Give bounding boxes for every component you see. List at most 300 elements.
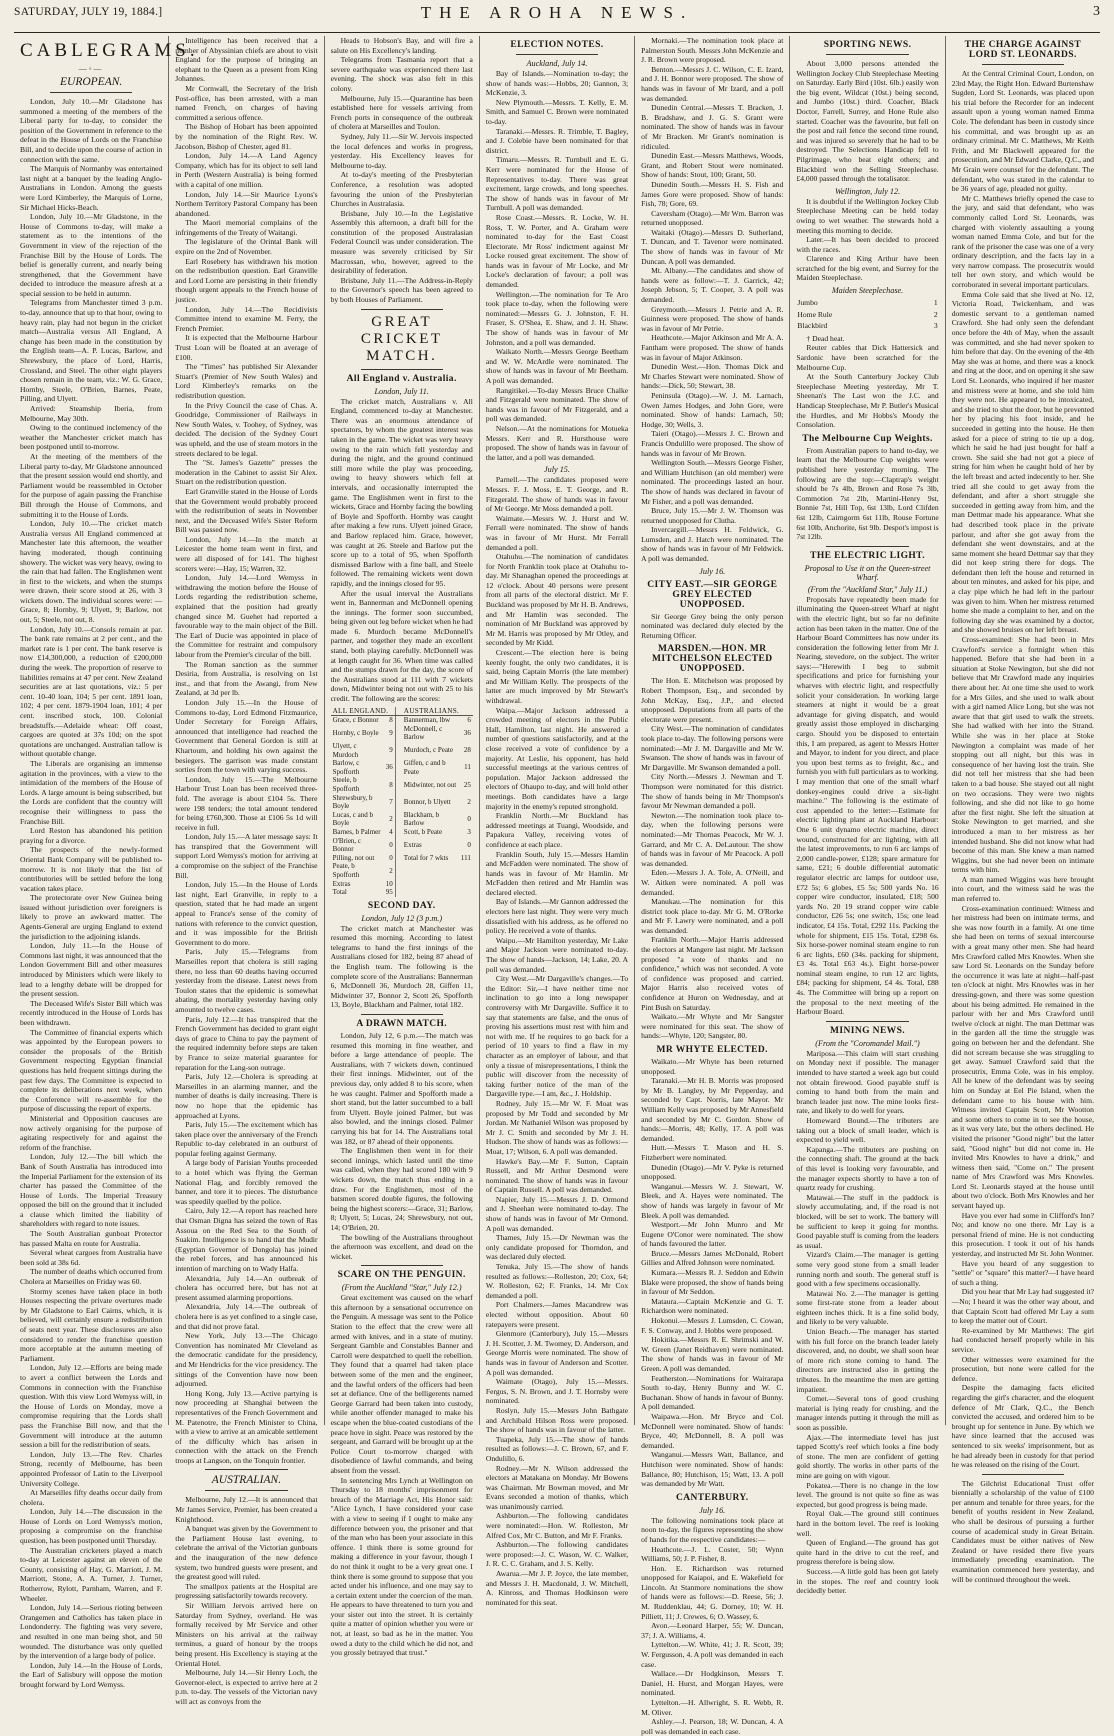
- scorecard-runs: 2: [389, 866, 393, 875]
- column-7: [946, 36, 1100, 1584]
- paragraph: Paris, July 12.—It has transpired that the French Government has decided to grant eight days of grace to China to pay the payment of the required indemnity before steps are taken by France to seize material guarantee for reparation for the Lang-son outrage.: [175, 1014, 318, 1072]
- scorecard-runs: 8: [389, 780, 393, 789]
- paragraph: City North.—Messrs J. Newman and T. Thompson were nominated for this district. The show of hands being in Mr Thompson's favour Mr Newman demanded a poll.: [641, 772, 784, 811]
- canterbury-heading: CANTERBURY.: [675, 1492, 749, 1503]
- paragraph: Telegrams from Tasmania report that a severe earthquake was experienced there last evening. The shock was also felt in this colony.: [330, 55, 473, 93]
- paragraph: Hutt.—Messrs T. Mason and H. S. Fitzherbert were nominated.: [641, 1143, 784, 1162]
- source-line: (From the "Coromandel Mail."): [815, 1038, 920, 1048]
- paragraph: Ministerial and Opposition caucuses are now actively organising for the purpose of agitating respectively for and against the reform of the franchise.: [20, 1113, 163, 1152]
- paragraph: Melbourne, July 12.—It is announced that Mr James Service, Premier, has been created a Knighthood.: [175, 1495, 318, 1524]
- paragraph: Brisbane, July 10.—In the Legislative Assembly this afternoon, a draft bill for the constitution of the proposed Australasian Federal Council was under consideration. The measure was severely criticised by Sir Macrossan, who, however, agreed to the desirability of federation.: [330, 208, 473, 276]
- paragraph: Melbourne, July 15.—Quarantine has been established here for vessels arriving from French ports in consequence of the outbreak of cholera at Marseilles and Toulon.: [330, 93, 473, 132]
- paragraph: Franklin South, July 15.—Messrs Hamlin and McFadden were nominated. The show of hands was in favour of Mr Hamlin. Mr McFadden then retired and Mr Hamlin was declared elected.: [485, 849, 629, 897]
- paragraph: Later.—It has been decided to proceed with the races.: [796, 235, 939, 254]
- dateline: July 15.: [544, 465, 570, 475]
- paragraph: Proposals have repeatedly been made for illuminating the Queen-street Wharf at night with the electric light, but so far no definite action has been taken in the matter. One of the Harbour Board Committees has now under its consideration the following letter from Mr J. Nearing, stevedore, on the subject. The writer says:—"Herewith I beg to submit specifications and price for furnishing your wharves with electric light, and respectfully solicit your consideration. In working large steamers at night it would be a great advantage for giving dispatch, and would greatly assist those employed in discharging cargo. Should you be disposed to entertain this, I am prepared, as agent to Messrs Hotter and Mayor, to indent for you direct, and place you upon best terms as to freight, &c., and furnish you with full particulars as to working. I may mention that one of the small wharf donkey-engines could drive a six-light machine." The following is the estimate of cost appended to the letter:—Estimate for electric lighting plant at Auckland Harbour: One 6 unit dynamo electric machine, direct wound, constructed for arc lighting, with all the latest improvements, to run 6 arc lamps of 2,000 candle-power, £128; spare armature for same, £21; 6 double differential automatic regulator electric arc lamps for outdoor use, £72 5s; 6 globes, £5 5s; 500 yards No. 16 copper wire conductor, insulated, £18; 500 yards No. 20 19 strand copper wire cable conductor, £26 5s; one switch, 15s; one lead indicator, £4 15s. Total, £292 11s. Packing the whole for shipment, £15 15s. Total, £298 6s. Six horse-power nominal steam engine to run 6 arc lights, £60 (34s. packing for shipment, £3 4s. Total £63 4s.). Eight horse-power nominal steam engine, to run 12 arc lights, £84; packing for shipment, £4 4s. Total, £88 4s. The Committee will bring up a report on the proposal to the next meeting of the Harbour Board.: [796, 594, 939, 1017]
- race-result-table: [796, 297, 938, 332]
- paragraph: Rangitikei.—To-day Messrs Bruce Chalke and Fitzgerald were nominated. The show of hands was in favour of Mr Fitzgerald, and a poll was demanded.: [485, 385, 629, 424]
- paragraph: The smallpox patients at the Hospital are progressing satisfactorily towards recovery.: [175, 1581, 318, 1601]
- paragraph: Mr C. Matthews briefly opened the case to the jury, and said that defendant, who was commonly called Lord St. Leonards, was charged with violently assaulting a young woman named Emma Cole, and but for the rank of the prisoner the case was one of a very ordinary description, and the facts lay in a very narrow compass. The prosecutrix would tell her own story, and which would be corroborated in several important particulars.: [951, 193, 1094, 290]
- dateline: July 16.: [699, 566, 726, 576]
- scorecard-batsman: Murdoch, c Peate: [403, 746, 453, 755]
- column-2: [169, 36, 324, 1706]
- paragraph: New York, July 13.—The Chicago Convention has nominated Mr Cleveland as the democratic candidate for the presidency, and Mr Hendricks for the vice presidency. The sittings of the Convention have now been adjourned.: [175, 1331, 318, 1389]
- divider: [826, 546, 908, 547]
- paragraph: Royal Oak.—The ground still continues hard in the bottom level. The reef is looking well.: [796, 1509, 939, 1538]
- divider: [826, 1021, 908, 1022]
- paragraph: London, July 10.—Mr Gladstone, in the House of Commons to-day, will make a statement as to the intentions of the Government in view of the rejection of the Franchise Bill by the House of Lords. The belief is generally current, and nearly being strengthened, that the Government have decided to introduce the measure afresh at a special session to be held in autumn.: [20, 212, 163, 298]
- paragraph: Have you heard of any suggestion to "settle" or "square" this matter?—I have heard of such a thing.: [951, 1258, 1094, 1287]
- scorecard-batsman: Peate, b Spofforth: [332, 862, 360, 879]
- sporting-news-heading: SPORTING NEWS.: [823, 40, 912, 50]
- paragraph: Nelson.—At the nominations for Motueka Messrs. Kerr and R. Hursthouse were proposed. The show of hands was in favour of the latter, and a poll was demanded.: [485, 423, 629, 462]
- paragraph: From Australian papers to hand to-day, we learn that the Melbourne Cup weights were published here yesterday morning. The following are the top:—Claptrap's weight should be 7s 4lb, Brown and Rose 7s 3lb, Commotion 7st 2lb, Martini-Henry 9st, Bonnie 7st, Hill Top, 6st 13lb, Lord Clifden 6st 12lb, Cairngorm 6st 11lb, Rouse Fortune 6st 10lb, Anchorite, 6st 9lb. Despot's impost is 7st 12lb.: [796, 445, 939, 542]
- paragraph: Paris, July 15.—The excitement which has taken place over the anniversary of the French Republic to-day celebrated in an outburst of popular feeling against Germany.: [175, 1120, 318, 1158]
- paragraph: Taieri (Otago).—Messrs J. C. Brown and Francis Ondulillo were proposed. The show of hands was in favour of Mr Brown.: [641, 429, 784, 458]
- paragraph: The Maori memorial complains of the infringements of the Treaty of Waitangi.: [175, 218, 318, 237]
- second-day-heading: SECOND DAY.: [367, 900, 436, 911]
- paragraph: Waipu.—Mr Hamilton yesterday, Mr Lake and Major Jackson were nominated to-day. The show of hands—Jackson, 14; Lake, 20. A poll was demanded.: [485, 935, 629, 974]
- scorecard-batsman: O'Brien, c Bonnor: [332, 836, 362, 854]
- paragraph: The "Times" has published Sir Alexander Stuart's (Premier of New South Wales) and Lord Kimberley's remarks on the redistribution question.: [175, 362, 318, 400]
- paragraph: Union Beach.—The manager has started with his full force on the branch leader lately discovered, and, no doubt, we shall soon hear of more rich stone coming to hand. The directors are instructed also in getting the tributes. In the meantime the men are getting impatient.: [796, 1327, 939, 1394]
- paragraph: Parnell.—The candidates proposed were Messrs. F. J. Moss, E. T. George, and R. Fitzgerald. The show of hands was in favour of Mr George. Mr Moss demanded a poll.: [485, 475, 629, 514]
- paragraph: London, July 14.—Lord Wemyss in withdrawing the motion before the House of Lords regarding the redistribution scheme, explained that the position had greatly changed since M. Guehet had reported a favourable way to the main object of the Bill. The Earl of Ducie was appointed in place of the Committee for restraint and compulsory labour from the Premier's circular of the bill.: [175, 573, 318, 659]
- scorecard-batsman: Bannerman, lbw: [403, 716, 451, 725]
- paragraph: Sir George Grey being the only person nominated was declared duly elected by the Returning Officer.: [641, 611, 784, 640]
- paragraph: New Plymouth.—Messrs. T. Kelly, E. M. Smith, and Samuel C. Brown were nominated to-day.: [485, 97, 629, 126]
- paragraph: At to-day's meeting of the Presbyterian Conference, a resolution was adopted favouring the union of the Presbyterian Churches in Australasia.: [330, 170, 473, 209]
- paragraph: Lord Reston has abandoned his petition praying for a divorce.: [20, 826, 163, 845]
- paragraph: Waitaki (Otago).—Messrs D. Sutherland, T. Duncan, and T. Tavenor were nominated. The show of hands was in favour of Mr Duncan. A poll was demanded.: [641, 227, 784, 266]
- paragraph: Bay of Islands.—Mr Gannon addressed the electors here last night. They were very much dissatisfied with his address, as he offered no policy. He received a vote of thanks.: [485, 897, 629, 936]
- paragraph: Wanganui.—Messrs Watt, Ballance, and Hutchison were nominated. Show of hands: Ballance, 80; Hutchison, 15; Watt, 13. A poll was demanded by Mr Watt.: [641, 1450, 784, 1489]
- paragraph: Other witnesses were examined for the prosecution, but none were called for the defence.: [951, 1354, 1094, 1383]
- paragraph: The prospects of the newly-formed Oriental Bank Company will be published to-morrow. It is not likely that the list of contributories will be settled before the long vacation takes place.: [20, 845, 163, 893]
- mining-news-heading: MINING NEWS.: [830, 1025, 906, 1036]
- marsden-heading: MARSDEN.—HON. MR MITCHELSON ELECTED UNOPPOSED.: [652, 644, 773, 675]
- paragraph: London, July 10.—The cricket match Australia versus All England commenced at Manchester late this afternoon, the weather having moderated, though continuing showery. The wicket was very heavy, owing to the rain that had fallen. The Englishmen went in first to the wickets, and when the stumps were drawn, their score stood at 26, with 3 wickets down. The individual scores were: —Grace, 8; Hornby, 9; Ulyett, 9; Barlow, not out, 5; Steele, not out, 8.: [20, 519, 163, 625]
- paragraph: London, July 10.—Mr Gladstone has summoned a meeting of the members of the Liberal party for to-day, to consider the position of the Government in reference to the defeat in the House of Lords on the Franchise Bill, and to decide upon the course of action in connection with the same.: [20, 97, 163, 164]
- paragraph: Avon.—Leonard Harper, 55; W. Duncan, 37; J. A. Williams, 4.: [641, 1621, 784, 1640]
- paragraph: After the usual interval the Australians went in, Bannerman and McDonnell opening the innings. The former soon succumbed, being given out leg before wicket when he had made 6. Murdoch became McDonnell's partner, and together they made an excellent stand, both playing carefully. McDonnell was at length caught for 36. When time was called and the stumps drawn for the day, the score of the Australians stood at 111 with 7 wickets down, Midwinter being not out with 25 to his credit. The following are the scores:: [330, 588, 473, 704]
- paragraph: London, July 14.—Sir Maurice Lyons's Northern Territory Pastoral Company has been abandoned.: [175, 189, 318, 218]
- paragraph: Despite the damaging facts elicited regarding the girl's character, and the eloquent defence of Mr Clark, Q.C., the Bench convicted the accused, and ordered him to be brought up for sentence in June. By which we have since learned that the accused was sentenced to six weeks' imprisonment, but as he had already been in custody for that period he was released on the rising of the Court.: [951, 1383, 1094, 1470]
- paragraph: Greymouth.—Messrs J. Petrie and A. R. Guinness were proposed. The show of hands was in favour of Mr Petrie.: [641, 304, 784, 333]
- paragraph: The South Australian gunboat Protector has passed Malta en route for Australia.: [20, 1229, 163, 1248]
- scorecard-row: [331, 716, 473, 725]
- paragraph: Ashburton.—The following candidates were nominated:—Hon. W. Rolleston, Mr Alfred Cox, Mr C. Button, and Mr F. Franks.: [485, 1511, 629, 1540]
- paragraph: Hokitika.—Messrs R. E. Shrimski and W. W. Green (Janet Reidhaven) were nominated. The show of hands was in favour of Mr Green. A poll was demanded.: [641, 1335, 784, 1373]
- scorecard-table: [331, 707, 473, 897]
- dead-heat-note: † Dead heat.: [806, 333, 845, 343]
- dateline: Auckland, July 14.: [526, 59, 588, 68]
- dateline: London, July 11.: [374, 386, 429, 396]
- paragraph: Pokatea.—There is no change in the low level. The ground is not quite so fine as was expected, but good progress is being made.: [796, 1480, 939, 1509]
- scorecard-runs: 8: [389, 716, 393, 725]
- scorecard-row: [331, 811, 473, 828]
- scorecard-runs: [459, 862, 473, 879]
- paragraph: Mr Cornwall, the Secretary of the Irish Post-office, has been arrested, with a man named French, on charges of having committed a serious offence.: [175, 83, 318, 122]
- scorecard-batsman: McDonnell, c Barlow: [403, 724, 443, 742]
- paragraph: Wellington.—The nomination for Te Aro took place to-day, when the following were nominated:—Messrs G. J. Johnston, F. H. Fraser, S. O'Shea, E. Shaw, and J. H. Shaw. The show of hands was in favour of Mr Johnston, and a poll was demanded.: [485, 289, 629, 347]
- paragraph: Did you hear that Mr Lay had suggested it?—No; I heard it was the other way about, and that Captain Scott had offered Mr Lay a sum to keep the matter out of Court.: [951, 1287, 1094, 1326]
- divider: [826, 54, 908, 55]
- paragraph: Waipawa.—Hon. Mr Bryce and Col. McDonnell were nominated. Show of hands: Bryce, 40; McDonnell, 8. A poll was demanded.: [641, 1411, 784, 1450]
- scorecard-runs: 11: [464, 763, 471, 772]
- paragraph: The protectorate over New Guinea being issued without jurisdiction over foreigners is likely to prove an awkward matter. The Agents-General are urging England to extend the jurisdiction to the adjoining islands.: [20, 893, 163, 941]
- paragraph: Caversham (Otago).—Mr Wm. Barron was returned unopposed.: [641, 208, 784, 228]
- paragraph: Intelligence has been received that a number of Abyssinian chiefs are about to visit England for the purpose of bringing an elephant to the Queen as a present from King Johannes.: [175, 36, 318, 84]
- scorecard-batsman: [402, 888, 459, 897]
- paragraph: Ashburton.—The following candidates were proposed:—J. C. Wason, W. C. Walker, J. R. C. C. Graham, and J. S. Kelly.: [485, 1540, 629, 1569]
- paragraph: Reuter cables that Dick Hattersick and Sardonic have been scratched for the Melbourne Cup.: [796, 343, 939, 372]
- paragraph: Hong Kong, July 13.—Active partying is now proceeding at Shanghai between the representatives of the French Government and M. Patenotre, the French Minister to China, with a view to arrive at an amicable settlement of the difficulty which has arisen in connection with the attack on the French troops at Langson, on the Tonquin frontier.: [175, 1388, 318, 1465]
- paragraph: Wallace.—Dr Hodgkinson, Messrs T. Daniel, H. Hurst, and Morgan Hayes, were nominated.: [641, 1669, 784, 1698]
- paragraph: Earl Granville stated in the House of Lords that the Government would probably proceed with the redistribution of seats in November next, and the Deceased Wife's Sister Reform Bill was passed now.: [175, 486, 318, 535]
- paragraph: Dunedin East.—Messrs Matthews, Woods, Grant, and Robert Stout were nominated. Show of hands: Stout, 100; Grant, 50.: [641, 151, 784, 180]
- paragraph: Waipa.—Major Jackson addressed a crowded meeting of electors in the Public Hall, Hamilton, last night. He answered a number of questions satisfactorily, and at the close received a vote of confidence by a majority. At Leslie, his opponent, has held successful meetings at the various centres of population. Major Jackson addressed the electors of Ohaupo to-day, and will hold other meetings. Both candidates have a large majority in the enemy's reputed stronghold.: [485, 705, 629, 811]
- paragraph: Franklin North.—Major Harris addressed the electors at Mangere last night. Mr Jackson proposed "a vote of thanks and no confidence," which was not seconded. A vote of confidence was proposed and carried. Major Harris also received votes of confidence at Huron on Wednesday, and at Pint Bush on Saturday.: [641, 935, 784, 1012]
- paragraph: Waimate (Otago), July 15.—Messrs. Fergus, S. N. Brown, and J. T. Hornsby were nominated.: [485, 1377, 629, 1406]
- scorecard-batsman: Giffen, c and b Peate: [403, 759, 446, 776]
- paragraph: Emma Cole said that she lived at No. 12, Victoria Road, Twickenham, and was domestic servant to a gentleman named Crawford. She had only seen the defendant once before the 4th of May, when the assault was committed, and she had never spoken to him before that day. On the evening of the 4th May she was at home, and there was a knock and ring at the door, and on opening it she saw Lord St. Leonards, who inquired if her master and mistress were at home, and she told him they were not. He appeared to be intoxicated, and she tried to shut the door, but he prevented her by placing his foot inside, and he succeeded in getting into the house. He then asked for a piece of string to tie up a dog, which he said he had just bought for half a crown. She said she had not got a piece of string for him when he caught hold of her by the left breast and acted indecently to her. She tried all she could to get away from the defendant, and after a short struggle she succeeded in getting away from him, and the man Dettmar made his appearance. What she had described took place in the private parlour, and after she got away from the defendant she went downstairs, and at the same moment she heard Dettmar say that they did not keep string there for dogs. The defendant then left the house and returned in about ten minutes, and asked for his pipe, and a clay pipe which he had left in the parlour was given to him. When her mistress returned home she made a complaint to her, and on the following day she was examined by a doctor, and she showed bruises on her left breast.: [951, 289, 1094, 635]
- st-leonards-heading: THE CHARGE AGAINST LORD ST. LEONARDS.: [964, 40, 1082, 60]
- scorecard-batsman: Hornby, c Boyle: [332, 729, 379, 738]
- paragraph: Kapanga.—The tributers are pushing on the connecting shaft. The ground at the back of this level is looking very favourable, and the manager expects shortly to have a ton of quartz ready for crushing.: [796, 1144, 939, 1193]
- scorecard-row: [331, 888, 473, 897]
- paragraph: Matawai No. 2.—The manager is getting some first-rate stone from a leader about eighteen inches thick. It is a fine solid body, and likely to be very valuable.: [796, 1288, 939, 1327]
- dateline: Wellington, July 12.: [834, 186, 901, 196]
- paragraph: London, July 10.—Consols remain at par. The bank rate remains at 2 per cent., and the market rate is 1 per cent. The bank reserve is now £14,300,000, a reduction of £200,000 during the week. The proportion of reserve to liabilities remains at 47 per cent. New Zealand securities are at last quotations, viz.: 5 per cent. 10-40 loan, 104; 5 per cent. 1891 loan, 102; 4 per cent. 1879-1904 loan, 101; 4 per cent. inscribed stock, 100. Colonial breadstuffs.—Adelaide wheat: Off coast, cargoes are quoted at 37s 10d; on the spot quotations are unchanged. Australian tallow is without quotable change.: [20, 624, 163, 759]
- paragraph: Peninsula (Otago).—W. J. M. Larnach, Owen James Hodges, and John Gore, were nominated. Show of hands: Larnach, 50; Hodge, 30; Wells, 3.: [641, 390, 784, 429]
- paragraph: Stormy scenes have taken place in both Houses respecting the private overtures made by Mr Gladstone to Earl Cairns, which, it is believed, will certainly ensure a redistribution of seats next year. These disclosures are also considered to render the franchise question more acceptable at the autumn meeting of Parliament.: [20, 1286, 163, 1363]
- scorecard-batsman: Bonnor, b Ulyett: [403, 797, 451, 806]
- divider: [361, 309, 443, 310]
- paragraph: Dunedin (Otago).—Mr V. Pyke is returned unopposed.: [641, 1162, 784, 1182]
- election-notes-heading: ELECTION NOTES.: [510, 40, 604, 50]
- scorecard-australia-header: AUSTRALIANS.: [402, 707, 473, 716]
- paragraph: Mornaki.—The nomination took place at Palmerston South. Messrs John McKenzie and J. R. Brown were proposed.: [641, 36, 784, 65]
- scorecard-batsman: Total: [332, 888, 347, 897]
- paragraph: Lyttelton.—H. Allwright, S. R. Webb, R. M. Oliver.: [641, 1698, 784, 1717]
- paragraph: Rodney, July 15.—Mr W. F. Moat was proposed by Mr Todd and seconded by Mr Jordan. Mr Nathaniel Wilson was proposed by Mr J. C. Smith and seconded by Mr J. H. Hudson. The show of hands was as follows:—Moat, 17; Wilson, 6. A poll was demanded.: [485, 1098, 629, 1156]
- paragraph: Matawai.—The stuff in the paddock is slowly accumulating, and, if the road is not blocked, will be set to work. The battery will be sufficient to keep it going for months. Good payable stuff is coming from the leaders as usual.: [796, 1192, 939, 1250]
- paragraph: Dunedin South.—Messrs H. S. Fish and James Gore were proposed. Show of hands: Fish, 78; Gore, 69.: [641, 179, 784, 209]
- paragraph: London, July 14.—In the match at Leicester the home team went in first, and were all disposed of for 141. The highest scorers were:—Hay, 15; Warren, 32.: [175, 534, 318, 573]
- divider: [982, 1474, 1064, 1475]
- scorecard-row: [331, 854, 473, 863]
- paragraph: London, July 15.—In the House of Lords last night, Earl Granville, in reply to a question, stated that he had made an urgent appeal to France's sense of the comity of nations with reference to the convict question, and it was impossible for the British Government to do more.: [175, 880, 318, 947]
- paragraph: London, July 12, 6 p.m.—The match was resumed this morning in fine weather, and before a large attendance of people. The Australians, with 7 wickets down, continued their first innings. Midwinter, out of the previous day, only added 8 to his score, when he was caught. Palmer and Spofforth made a short stand, but the latter succumbed to a ball from Ulyett. Boyle joined Palmer, but was also bowled, and the innings closed. Palmer carrying his bat for 14. The Australians total was 182, or 87 ahead of their opponents.: [330, 1031, 473, 1146]
- paragraph: Eden.—Messrs J. A. Tole, A. O'Neill, and W. Aitken were nominated. A poll was demanded.: [641, 868, 784, 897]
- scorecard-row: [331, 794, 473, 811]
- scorecard-batsman: Total for 7 wkts: [403, 853, 449, 862]
- scorecard-runs: 0: [389, 840, 393, 849]
- scorecard-runs: 0: [467, 815, 471, 824]
- paragraph: Taranaki.—Messrs. R. Trimble, T. Bagley, and J. Colebie have been nominated for that district.: [485, 126, 629, 155]
- drawn-match-heading: A DRAWN MATCH.: [356, 1019, 448, 1030]
- paragraph: Ashley.—J. Pearson, 18; W. Duncan, 4. A poll was demanded in each case.: [641, 1717, 784, 1736]
- paragraph: Ajax.—The intermediate level has just tapped Scotty's reef which looks a fine body of stone. The men are confident of getting gold shortly. The works in other parts of the mine are going on with vigour.: [796, 1432, 939, 1480]
- scorecard-runs: 10: [385, 879, 393, 888]
- column-5: [635, 36, 790, 1736]
- paragraph: Bruce.—Messrs James McDonald, Robert Gillies and Alfred Johnson were nominated.: [641, 1248, 784, 1268]
- paragraph: Sydney, July 11.—Sir W. Jervois inspected the local defences and works in progress, yesterday. His Excellency leaves for Melbourne to-day.: [330, 131, 473, 170]
- scorecard-runs: 9: [389, 746, 393, 755]
- paragraph: London, July 12.—The bill which the Bank of South Australia has introduced into the Imperial Parliament for the extension of its charter has passed the Committee of the House of Lords. The Imperial Treasury opposed the bill on the ground that it included a clause which limited the liability of shareholders with regard to note issues.: [20, 1152, 163, 1229]
- paragraph: Waikato.—Mr Whyte and Mr Sangster were nominated for this seat. The show of hands:—Whyte, 120; Sangster, 80.: [641, 1012, 784, 1041]
- source-line: (From the Auckland "Star," July 12.): [341, 1283, 462, 1293]
- paragraph: A large body of Parisian Youths proceeded to a hotel which was flying the German National Flag, and forcibly removed the banner, and tore it to pieces. The disturbance was speedily quelled by the police.: [175, 1158, 318, 1206]
- scorecard-row: [331, 880, 473, 889]
- scorecard-runs: 0: [467, 840, 471, 849]
- issue-date: SATURDAY, JULY 19, 1884.]: [14, 6, 163, 18]
- paragraph: Tuapeka, July 15.—The show of hands resulted as follows:—J. C. Brown, 67, and F. Ondulillo, 6.: [485, 1434, 629, 1463]
- paragraph: Kumara.—Messrs R. J. Seddon and Edwin Blake were proposed, the show of hands being in favour of Mr Seddon.: [641, 1268, 784, 1297]
- paragraph: Heathcote.—Major Atkinson and Mr A. A. Fantham were proposed. The show of hands was in favour of Major Atkinson.: [641, 333, 784, 362]
- paragraph: Brisbane, July 11.—The Address-in-Reply to the Governor's speech has been agreed to by both Houses of Parliament.: [330, 275, 473, 305]
- paragraph: London, July 14.—The Recidivists Committee intend to examine M. Ferry, the French Premier.: [175, 304, 318, 333]
- paragraph: Lyttelton.—W. White, 41; J. R. Scott, 39; W. Fergusson, 4. A poll was demanded in each case.: [641, 1640, 784, 1669]
- paragraph: Hawke's Bay.—Mr F. Sutton, Captain Russell, and Mr Arthur Desmond were nominated. The show of hands was in favour of Captain Russell. A poll was demanded.: [485, 1156, 629, 1195]
- penguin-scare-heading: SCARE ON THE PENGUIN.: [337, 1270, 466, 1281]
- paragraph: London, July 11.—In the House of Commons last night, it was announced that the London Government Bill and other measures introduced by Ministers which were likely to lead to a lengthy debate will be dropped for the present session.: [20, 941, 163, 999]
- paragraph: London, July 14.—In the House of Lords, the Earl of Salisbury will oppose the motion brought forward by Lord Wemyss.: [20, 1660, 163, 1689]
- divider: [361, 1014, 443, 1015]
- paragraph: At Marseilles fifty deaths occur daily from cholera.: [20, 1488, 163, 1507]
- column-1: [14, 36, 199, 1689]
- paragraph: The bowling of the Australians throughout the afternoon was excellent, and dead on the wicket.: [330, 1232, 473, 1261]
- paragraph: Alexandria, July 14.—An outbreak of cholera has occurred here, but has not at present assumed alarming proportions.: [175, 1273, 318, 1302]
- paragraph: Manukau.—The nomination for this district took place to-day. Mr G. M. O'Rorke and Mr F. Lawry were nominated, and a poll was demanded.: [641, 897, 784, 935]
- race-result-body: [796, 297, 938, 332]
- paragraph: London July 15.—In the House of Commons to-day, Lord Edmond Fitzmaurice, Under Secretary for Foreign Affairs, announced that intelligence had reached the Government that General Gordon is still at Khartoum, and holding his own against the besiegers. The garrison was made constant sorties from the town with varying success.: [175, 697, 318, 775]
- paragraph: Cross-examination continued: Witness and her mistress had been on intimate terms, and she was now fourth in a family. At one time she had been on terms of sexual intercourse with a great many other men. She had heard Mrs Crawford called Mrs Knowles. When she saw Lord St. Leonards on the Sunday before the occurrence it was late at night—half-past ten o'clock at night. Mrs Knowles was in her dressing-gown, and there was some question about his being admitted. He remained in the parlour with her and Mrs Crawford until twelve o'clock at night. The man Dettmar was in the garden all the time the struggle was going on between her and the defendant. She did not scream because she was struggling to get away. Samuel Crawford said that the prosecutrix, Emma Cole, was in his employ. All he knew of the defendant was by seeing him on Sunday at Eel Pie Island, when the defendant came to his house with him. Witness invited Captain Scott, Mr Wootton and some others to come in to see the house, as it was very late, but the others declined. He visited the prisoner "Good night" but the latter said, "Good night" but did not come in. He invited Mrs Knowles to have a drink," and witness then said, "Come on." The present name of Mrs Crawford was Mrs Knowles. Lord St. Leonards stayed at the house until about two o'clock. Both Mrs Knowles and her servant hayed up.: [951, 903, 1094, 1211]
- scorecard-batsman: Shrewsbury, b Boyle: [332, 793, 373, 811]
- newspaper-title: THE AROHA NEWS.: [420, 3, 694, 22]
- australian-subheading: AUSTRALIAN.: [211, 1474, 282, 1487]
- paragraph: Awarua.—Mr J. P. Joyce, the late member, and Messrs J. H. Macdonald, J. W. Mitchell, A. Kinross, and Thomas Hodkinson were nominated for this seat.: [485, 1569, 629, 1607]
- paragraph: The Gilchrist Educational Trust offer biennially a scholarship of the value of £100 per annum and tenable for three years, for the benefit of youths resident in New Zealand, who shall be desirous of pursuing a further course of academical study in Great Britain. Candidates must be either natives of New Zealand or have resided there five years immediately preceding examination. The examination commenced here yesterday, and will be continued throughout the week.: [951, 1478, 1094, 1584]
- scorecard-runs: 6: [467, 716, 471, 725]
- paragraph: Hon. E. Richardson was returned unopposed for Kaiapoi, and E. Wakefield for Lincoln. At Stanmore nominations the show of hands were as follows:—D. Reese, 56; J. M. Ruddenklau, 44; G. Dorney, 10; W. H. Pilliett, 11; J. Crewes, 6; O. Wassey, 6.: [641, 1563, 784, 1621]
- paragraph: The number of deaths which occurred from Cholera at Marseilles on Friday was 60.: [20, 1267, 163, 1287]
- paragraph: Napier, July 15.—Messrs J. D. Ormond and J. Sheehan were nominated to-day. The show of hands was in favour of Mr Ormond. A poll was demanded.: [485, 1194, 629, 1233]
- paragraph: The Committee of financial experts which was appointed by the European powers to consider the proposals of the British Government respecting Egyptian financial questions has held frequent sittings during the past few days. The Committee is expected to complete its deliberations next week, when the Conference will re-assemble for the purpose of discussing the report of experts.: [20, 1027, 163, 1114]
- scorecard-batsman: [402, 862, 459, 879]
- scorecard-row: [331, 725, 473, 742]
- scorecard-batsman: Grace, c Bonnor: [332, 716, 379, 725]
- paragraph: Taranaki.—Mr H. B. Morris was proposed by Mr B. Langley, by Mr Pepperday, and seconded by Capt. Norris, late Mayor. Mr William Kelly was proposed by Mr Annesfield and seconded by Mr C. Gordon. Show of hands:—Morris, 48; Kelly, 17. A poll was demanded.: [641, 1076, 784, 1143]
- electric-light-subheading: Proposal to Use it on the Queen-street Wharf.: [804, 563, 931, 582]
- paragraph: The cricket match, Australians v. All England, commenced to-day at Manchester. There was an enormous attendance of spectators, by whom the greatest interest was taken in the game. The wicket was very heavy owing to the rain which fell yesterday and during the night, and the ground continued still more while the play was proceeding, owing to heavy showers which fell at intervals, and occasionally interrupted the game. The Englishmen went in first to the wickets, Grace and Hornby facing the bowling of Boyle and Spofforth. Hornby was caught after making a few runs. Ulyett joined Grace, and Barlow replaced him. Grace, however, was caught at 26. Steele and Barlow put the score up to a total of 95, when Spofforth dismissed Barlow with a fine ball, and Steele followed. The remaining wickets went down rapidly, and the innings closed for 95.: [330, 396, 473, 588]
- paragraph: Roslyn, July 15.—Messrs John Bathgate and Archibald Hilson Ross were proposed. The show of hands was in favour of the latter.: [485, 1405, 629, 1435]
- electric-light-heading: THE ELECTRIC LIGHT.: [810, 550, 925, 561]
- paragraph: Waimate.—Messrs W. J. Hurst and W. Ferrall were nominated. The show of hands was in favour of Mr Hurst. Mr Ferrall demanded a poll.: [485, 513, 629, 552]
- paragraph: At the South Canterbury Jockey Club Steeplechase Meeting yesterday, Mr T. Sheenan's The Last won the J.C. and Handicap Steeplechase, Mr P. Butler's Musical the Hurdles, and Mr Hobbs's Moody the Consolation.: [796, 372, 939, 430]
- paragraph: Rodney.—Mr N. Wilson addressed the electors at Matakana on Monday. Mr Bowens was Chairman. Mr Bowman moved, and Mr Evans seconded a motion of thanks, which was unanimously carried.: [485, 1463, 629, 1511]
- scorecard-batsman: Scott, b Peate: [403, 827, 443, 836]
- paragraph: Waikato.—Mr Whyte has been returned unopposed.: [641, 1057, 784, 1076]
- paragraph: A man named Wiggins was here brought into court, and the witness said he was the man referred to.: [951, 874, 1094, 904]
- scorecard-runs: [459, 888, 473, 897]
- paragraph: Have you ever had some in Clifford's Inn? No; and know no one there. Mr Lay is a personal friend of mine. He is not conducting this prosecution. I took it out of his hands yesterday, and instructed Mr St. John Wontner.: [951, 1210, 1094, 1259]
- scorecard-batsman: Midwinter, not out: [403, 780, 457, 789]
- paragraph: Dunedin West.—Hon. Thomas Dick and Mr Charles Stewart were nominated. Show of hands:—Dick, 50; Stewart, 38.: [641, 362, 784, 391]
- scorecard-runs: [459, 880, 473, 889]
- paragraph: Several wheat cargoes from Australia have been sold at 38s 6d.: [20, 1248, 163, 1267]
- scorecard-runs: 36: [463, 729, 471, 738]
- paragraph: The Liberals are organising an immense agitation in the provinces, with a view to the intimidation of the members of the House of Lords. A large amount is being subscribed, but the Lords are confident that the country will recognise their willingness to pass the Franchise Bill.: [20, 758, 163, 826]
- paragraph: Featherston.—Nominations for Wairarapa South to-day, Henry Bunny and W. C. Buchanan. Show of hands in favour of Bunny. A poll demanded.: [641, 1373, 784, 1412]
- scorecard-runs: 0: [389, 853, 393, 862]
- paragraph: Cross-examined: She had been in Mrs Crawford's service a fortnight when this happened. Before that she had been in a situation at Stoke Newington, but she did not believe that Mr Crawford made any inquiries there about her. At one time she used to work for a Mrs Giles, and she used to walk about with a girl named Alice Long, but she was not aware that that girl used to walk the streets. She had walked with her into the Strand. While she was in her place at Stoke Newington a complaint was made of her stopping out all night, but this was in consequence of her having lost the train. She did not tell her mistress that she had been taken to a bad house. She stayed out all night on two occasions. They were two nights following, and she did not like to go home after the first night. She left the situation at Stoke Newington to get married, and she introduced a man to her mistress as her intended husband. She did not know what had become of this man. She knew a man named Wiggins, but she had never been on intimate terms with him.: [951, 635, 1094, 875]
- paragraph: Success.—A little gold has been got lately in the stopes. The reef and country look decidedly better.: [796, 1566, 939, 1596]
- scorecard-runs: 36: [385, 763, 393, 772]
- scorecard-runs: 7: [389, 797, 393, 806]
- paragraph: About 3,000 persons attended the Wellington Jockey Club Steeplechase Meeting on Saturday. Early Bird (10st. 6lb.) easily won the big event, Wildcat (10st.) being second, and Jumbo (10st.) third. Coacher, Black Doctor, Farrell, Surrey, and Hone Rule also started. Coacher was the favourite, but fell on the post and rail fence the second time round, and was injured so severely that he had to be destroyed. The Selections Handicap fell to Pilgrimage, who beat eight others; and Blackbird won the Selling Steeplechase. £4,000 passed through the totalisator.: [796, 59, 939, 184]
- race-result-row: [796, 320, 938, 332]
- scorecard-batsman: Steele, b Spofforth: [332, 776, 360, 793]
- paragraph: Great excitement was caused on the wharf this afternoon by a sensational occurrence on the Penguin. A message was sent to the Police Station to the effect that the crew were all armed with knives, and in a state of mutiny. Sergeant Gamble and Constables Banner and Carroll were despatched to quell the rebellion. They found that a quarrel had taken place between some of the men and the engineer, and the lawful orders of the officers had been set at defiance. One of the belligerents named George Garrard had been taken into custody, while another offender managed to make his escape when the blue-coated custodians of the peace hove in sight. Peace was restored by the sergeant, and Garrard will be brought up at the Police Court to-morrow charged with disobedience of lawful commands, and being absent from the vessel.: [330, 1293, 473, 1475]
- scorecard-runs: 95: [385, 888, 393, 897]
- scorecard-batsman: Lucas, c and b Boyle: [332, 810, 373, 828]
- scorecard-england-header: ALL ENGLAND.: [331, 707, 396, 716]
- paragraph: City West.—The nomination of candidates took place to-day. The following persons were nominated:—Mr J. M. Dargaville and Mr W. Swanson. The show of hands was in favour of Mr Dargaville. Mr Swanson demanded a poll.: [641, 724, 784, 772]
- city-east-heading: CITY EAST.—SIR GEORGE GREY ELECTED UNOPPOSED.: [647, 579, 778, 610]
- paragraph: London, July 14.—A Land Agency Company, which has for its object to sell land in Perth (Western Australia) is being formed with a capital of one million.: [175, 151, 318, 189]
- paragraph: Hokonui.—Messrs J. Lumsden, C. Cowan, F. S. Conway, and J. Hobbs were proposed.: [641, 1316, 784, 1335]
- page-columns: [14, 36, 1100, 1736]
- paragraph: Bruce, July 15.—Mr J. W. Thomson was returned unopposed for Clutha.: [641, 506, 784, 525]
- paragraph: Clarence and King Arthur have been scratched for the big event, and Surrey for the Maiden Steeplechase.: [796, 254, 939, 283]
- paragraph: Otahuhu.—The nomination of candidates for North Franklin took place at Otahuhu to-day. Mr Shanaghan opened the proceedings at 12 o'clock. About 40 persons were present from all parts of the electoral district. Mr F. Buckland was proposed by Mr H. B. Andrews, and Mr Hamlin was seconded. The nomination of Mr Buckland was approved by Mr M. Harris was proposed by Mr Otley, and seconded by Mr Kidd.: [485, 552, 629, 648]
- paragraph: London, July 14.—Serious rioting between Orangemen and Catholics has taken place in Londonderry. The fighting was very severe, and resulted in one man being shot, and 50 wounded. The disturbance was only quelled by the intervention of a large body of police.: [20, 1603, 163, 1661]
- paragraph: A banquet was given by the Government to the Parliament House last evening, to celebrate the arrival of the Victorian gunboats and the inauguration of the new defence system, two hundred guests were present, and the greatest good will ruled.: [175, 1524, 318, 1582]
- divider-ornament: —◦—: [78, 64, 104, 73]
- scorecard-row: [331, 862, 473, 879]
- scorecard-runs: 3: [467, 827, 471, 836]
- paragraph: The legislature of the Orintal Bank will expire on the 2nd of November.: [175, 237, 318, 257]
- paragraph: In sentencing Mrs Lynch at Wellington on Thursday to 18 months' imprisonment for breach of the Marriage Act, His Honor said: "Alice Lynch, I have considered your case with a view to seeing if I ought to make any difference between you, the prisoner and that of the man who has been your associate in this offence. I think there is some ground for making a difference in your favour, though I do not think it ought to be a very great one. I think there is some ground to suppose that you acted under his influence, and one may say to a certain extent under the coercion of the man. He appears to have threatened to turn you and your sister out into the street. It is certainly quite a matter of opinion whether you were or not, at least, so bad as he in the matter. You owed a duty to the child which he did not, and you grossly betrayed that trust.": [330, 1475, 473, 1658]
- paragraph: Dunedin Central.—Messrs T. Bracken, J. B. Bradshaw, and J. G. S. Grant were nominated. The show of hands was in favour of Mr Bracken. Mr Grant's nomination is ridiculed.: [641, 103, 784, 151]
- paragraph: Bay of Islands.—Nomination to-day; the show of hands was:—Hobbs, 20; Gannon, 3; McKenzie, 3.: [485, 69, 629, 98]
- scorecard-row: [331, 837, 473, 854]
- paragraph: Sir William Jervois arrived here on Saturday from Sydney, overland. He was formally received by Mr Service and other Ministers on his arrival at the railway terminus, a guard of honour by the troops being present. His Excellency is staying at the Oriental Hotel.: [175, 1601, 318, 1668]
- paragraph: Heathcote.—J. L. Coster, 50; Wynn Williams, 50; J. P. Fisher, 8.: [641, 1544, 784, 1564]
- paragraph: Crescent.—The election here is being keenly fought, the only two candidates, it is said, being Captain Morris (the late member) and Mr William Kelly. The prospects of the latter are much improved by Mr Stewart's withdrawal.: [485, 648, 629, 705]
- paragraph: The following nominations took place at noon to-day, the figures representing the show of hands for the respective candidates:—: [641, 1515, 784, 1544]
- paragraph: London, July 13.—The Rev. Charles Strong, recently of Melbourne, has been appointed Professor of Latin to the Liverpool University College.: [20, 1449, 163, 1488]
- divider: [205, 1469, 287, 1470]
- cricket-match-heading: GREAT CRICKET MATCH.: [360, 313, 443, 364]
- paragraph: The Englishmen then went in for their second innings, which lasted until the time was called, when they had scored 180 with 9 wickets down, the match thus ending in a draw. For the Englishmen, most of the batsmen scored double figures, the following being the highest scorers:—Grace, 31; Barlow, 8; Ulyett, 5; Lucas, 24; Shrewsbury, not out, 14; O'Brien, 20.: [330, 1146, 473, 1232]
- placing: 3: [933, 321, 938, 331]
- paragraph: In the Privy Council the case of Chas. A. Goodridge, Commissioner of Railways in New South Wales, v. Toohey, of Sydney, was decided. The decision of the Sydney Court was upheld, and the use of steam motors in the streets declared to be legal.: [175, 400, 318, 458]
- horse-name: Jumbo: [797, 298, 818, 308]
- paragraph: The Marquis of Normanby was entertained last night at a banquet by the leading Anglo-Australians in London. Among the guests were Lord Kimberley, the Marquis of Lorne, Sir Michael Hicks-Beach.: [20, 164, 163, 212]
- paragraph: Westport.—Mr John Munro and Mr Eugene O'Conor were nominated. The show of hands favoured the latter.: [641, 1220, 784, 1249]
- scorecard-batsman: Extras: [332, 879, 351, 888]
- paragraph: The Australian cricketers played a match to-day at Leicester against an eleven of the County, consisting of Hay, G. Marriott, J. M. Marriott, Stone, A. A. Turner, J. Turner, Rotherrow, Rylott, Parnham, Warren, and F. Wheeler.: [20, 1545, 163, 1603]
- scorecard-batsman: Pilling, not out: [332, 853, 375, 862]
- paragraph: Queen of England.—The ground has got quite hard in the drive to cut the reef, and progress therefore is being slow.: [796, 1538, 939, 1567]
- horse-name: Home Rule: [797, 309, 833, 319]
- scorecard-runs: 4: [389, 827, 393, 836]
- divider: [50, 92, 132, 93]
- paragraph: Benton.—Messrs J. C. Wilson, C. E. Izard, and J. H. Bonnor were proposed. The show of hands was in favour of Mr Izard, and a poll was demanded.: [641, 64, 784, 103]
- page-number: 3: [1093, 4, 1100, 19]
- scorecard-runs: 111: [460, 853, 471, 862]
- paragraph: The Roman sanction as the summer Desiria, from Australia, is resolving on 1st inst., and that from the Awangi, from New Zealand, at 3d per lb.: [175, 659, 318, 698]
- paragraph: Owing to the continued inclemency of the weather the Manchester cricket match has been postponed until to-morrow.: [20, 423, 163, 452]
- scorecard-batsman: Extras: [403, 840, 422, 849]
- paragraph: At the Central Criminal Court, London, on 23rd May, the Right Hon. Edward Burtenshaw Sugden, Lord St. Leonards, was placed upon his trial before the Recorder for an indecent assault upon a young woman named Emma Cole. The defendant has been in custody since his committal, and was brought up as an ordinary criminal. Mr C. Matthews, Mr Keith Frith, and Mr Blackwell appeared for the prosecution, and Mr Edward Clarke, Q.C., and Mr Grain were counsel for the defendant. The defendant, who was stated in the calendar to be 36 years of age, pleaded not guilty.: [951, 69, 1094, 194]
- divider: [361, 1265, 443, 1266]
- paragraph: Heads to Hobson's Bay, and will fire a salute on His Excellency's landing.: [330, 36, 473, 55]
- paragraph: The Hon. E. Mitchelson was proposed by Robert Thompson, Esq., and seconded by John McKay, Esq., J.P., and elected unopposed. Deputations from all parts of the electorate were present.: [641, 676, 784, 724]
- paragraph: Timaru.—Messrs. R. Turnbull and E. G. Kerr were nominated for the House of Representatives to-day. There was great excitement, large crowds, and long speeches. The show of hands was in favour of Mr Turnbull. A poll was demanded.: [485, 155, 629, 213]
- scorecard-row: [331, 776, 473, 793]
- paragraph: Mt. Albany.—The candidates and show of hands were as follow:—T. J. Garrick, 42; Joseph Jebson, 5; T. Cooper, 3. A poll was demanded.: [641, 266, 784, 305]
- paragraph: London, July 14.—The discussion in the House of Lords on Lord Wemyss's motion, proposing a compromise on the franchise question, has been postponed until Thursday.: [20, 1507, 163, 1546]
- paragraph: Telegrams from Manchester timed 3 p.m. to-day, announce that up to that hour, owing to heavy rain, play had not begun in the cricket match—Australia versus All England, A change has been made in the constitution by the English team—A. P. Lucas, Barlow, and Shrewsbury, the place of Lord, Harris, Crossland, and Steel. The other eight players chosen remain in the team, viz.: W. G. Grace, Hornby, Steele, O'Brien, Barnes, Peate, Pilling, and Ulyett.: [20, 298, 163, 404]
- paragraph: Cairo, July 12.—A report has reached here that Osman Digna has seized the town of Ras Assoua on the Red Sea to the South of Suakim. Intelligence is to hand that the Mudir (Egyptian Governor of Dongola) has joined the rebel forces, and has announced his intention of marching on to Wady Halfa.: [175, 1206, 318, 1273]
- divider: [982, 64, 1064, 65]
- paragraph: Paris, July 15.—Telegrams from Marseilles report that cholera is still raging there, no less than 60 deaths having occurred yesterday from the disease. Latest news from Toulon states that the epidemic is somewhat abating, the mortality yesterday having only amounted to twelve cases.: [175, 947, 318, 1014]
- paragraph: Wellington South.—Messrs George Fisher, and William Hutchison (an old member) were nominated. The proceedings lasted an hour. The show of hands was declared in favour of Mr Fisher, and a poll was demanded.: [641, 458, 784, 506]
- paragraph: The Bishop of Hobart has been appointed by the nomination of the Right Rev. W. Jacobson, Bishop of Chester, aged 81.: [175, 122, 318, 151]
- paragraph: Melbourne, July 14.—Sir Henry Loch, the Governor-elect, is expected to arrive here at 2 p.m. to-day. The vessels of the Victorian navy will act as convoys from the: [175, 1668, 318, 1706]
- paragraph: London, July 12.—Efforts are being made to avert a conflict between the Lords and Commons in connection with the Franchise question. With this view Lord Wemyss will, in the House of Lords on Monday, move a compromise requiring that the Lords shall pass the Franchise Bill now, and that the Government will introduce at the autumn session a bill for the redistribution of seats.: [20, 1363, 163, 1450]
- paragraph: Alexandria, July 14.—The outbreak of cholera here is as yet confined to a single case, and that did not prove fatal.: [175, 1302, 318, 1331]
- paragraph: Vizard's Claim.—The manager is getting some very good stone from a small leader running north and south. The general stuff is good with a few specimens occasionally.: [796, 1250, 939, 1289]
- scorecard-batsman: [402, 880, 459, 889]
- match-subheading: All England v. Australia.: [346, 373, 457, 384]
- scorecard-body: [331, 716, 473, 897]
- scorecard-batsman: Ulyett, c Murdoch: [332, 742, 359, 759]
- paragraph: London, July 15.—A later message says: It has transpired that the Government will support Lord Wemyss's motion for arriving at a compromise on the subject of the Franchise Bill.: [175, 832, 318, 880]
- scorecard-row: [331, 759, 473, 776]
- paragraph: Tenuka, July 15.—The show of hands resulted as follows:—Rolleston, 20; Cox, 64; W. Rolleston, 62; F. Franks, 14. Mr Cox demanded a poll.: [485, 1262, 629, 1300]
- whyte-elected-heading: MR WHYTE ELECTED.: [656, 1045, 768, 1055]
- paragraph: At the meeting of the members of the Liberal party to-day, Mr Gladstone announced that the present session would end shortly, and Parliament would be reassembled in October for the purpose of again passing the Franchise Bill through the House of Commons, and submitting it to the House of Lords.: [20, 451, 163, 519]
- divider: [516, 54, 598, 55]
- scorecard-runs: 2: [389, 815, 393, 824]
- horse-name: Blackbird: [797, 321, 828, 331]
- scorecard-runs: 28: [463, 746, 471, 755]
- paragraph: Glenmore (Canterbury), July 15.—Messrs J. H. Scotter, J. M. Twomey, D. Anderson, and George Morris were nominated. The show of hands was in favour of Anderson and Scotter. A poll was demanded.: [485, 1329, 629, 1377]
- paragraph: Waikato North.—Messrs George Beetham and W. W. McArdle were nominated. The show of hands was in favour of Mr Beetham. A poll was demanded.: [485, 347, 629, 385]
- cablegrams-heading: CABLEGRAMS.: [20, 40, 199, 61]
- european-subheading: EUROPEAN.: [60, 76, 123, 88]
- paragraph: Earl Rosebery has withdrawn his motion on the redistribution question. Earl Granville and Lord Lorne are persisting in their friendly though urgent appeals to the French house of justice.: [175, 256, 318, 305]
- scorecard-batsman: Blackham, b Barlow: [403, 810, 440, 828]
- paragraph: Rose Coast.—Messrs. R. Locke, W. H. Ross, T. W. Porter, and A. Graham were nominated to-day for the East Coast Electorate. Mr Ross' indictment against Mr Locke roused great excitement. The show of hands was in favour of Mr Locke, and Mr Locke's declaration of favour; a poll was demanded.: [485, 212, 629, 290]
- masthead: [14, 0, 1100, 33]
- paragraph: Port Chalmers.—James Macandrew was elected without opposition. About 60 ratepayers were present.: [485, 1300, 629, 1329]
- paragraph: It is doubtful if the Wellington Jockey Club Steeplechase Meeting can be held today owing to wet weather. The stewards hold a meeting this morning to decide.: [796, 196, 939, 235]
- column-4: [480, 36, 635, 1607]
- race-result-row: [796, 297, 938, 309]
- paragraph: Mariposa.—This claim will start crushing on Monday next if possible. The manager intended to have started a week ago but could not obtain firewood. Good payable stuff is coming to hand both from the main and branch leader just now. The mine looks first-rate, and likely to do well for years.: [796, 1048, 939, 1116]
- dateline: July 16.: [699, 1505, 726, 1515]
- paragraph: Thames, July 15.—Dr Newman was the only candidate proposed for Thorndon, and was declared duly elected.: [485, 1233, 629, 1262]
- scorecard-runs: 9: [389, 729, 393, 738]
- scorecard-runs: 25: [463, 780, 471, 789]
- paragraph: Invercargill.—Messrs H. Feldwick, G. Lumsden, and J. Hatch were nominated. The show of hands was in favour of Mr Feldwick. A poll was demanded.: [641, 525, 784, 564]
